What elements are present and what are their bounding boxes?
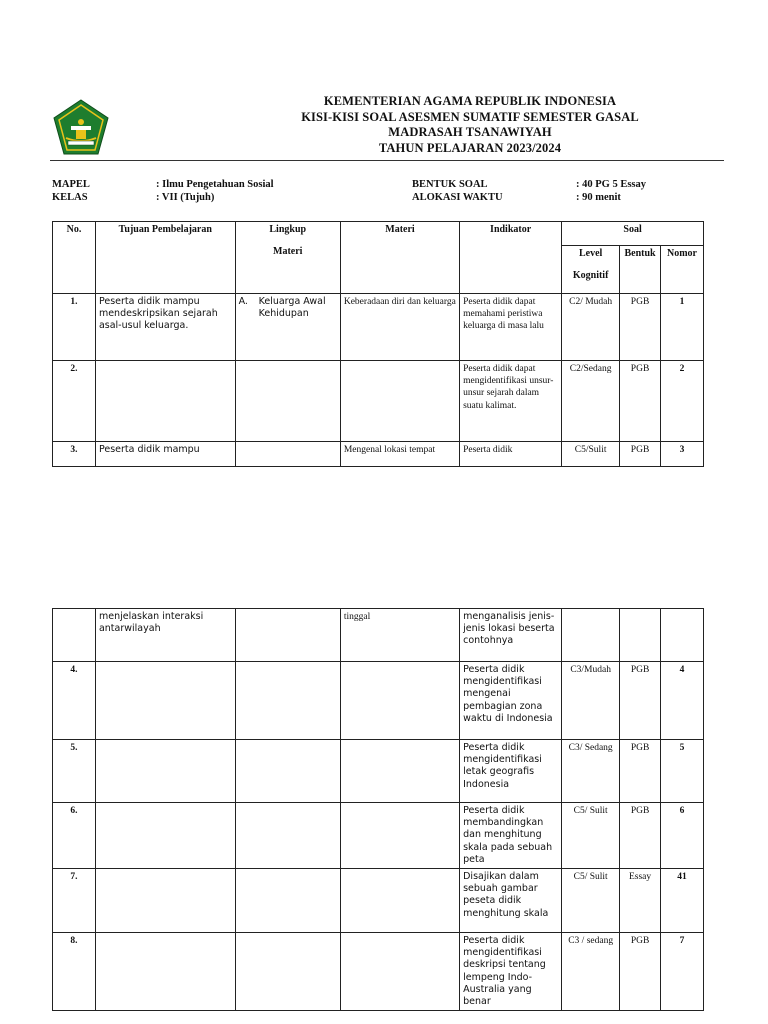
header-divider — [50, 160, 724, 161]
row-materi — [340, 740, 459, 803]
row-bentuk: PGB — [620, 803, 661, 869]
header-year: TAHUN PELAJARAN 2023/2024 — [378, 140, 562, 155]
mapel-value: : Ilmu Pengetahuan Sosial — [156, 179, 274, 190]
row-tujuan — [95, 662, 235, 740]
row-no: 4. — [53, 662, 96, 740]
header-no: No. — [53, 222, 96, 294]
header-indikator: Indikator — [460, 222, 562, 294]
row-no: 3. — [53, 442, 96, 467]
header-ministry: KEMENTERIAN AGAMA REPUBLIK INDONESIA — [323, 94, 617, 108]
row-no: 8. — [53, 933, 96, 1011]
row-indikator: Peserta didik — [460, 442, 562, 467]
row-materi — [340, 361, 459, 442]
row-level: C3/Mudah — [562, 662, 620, 740]
table-row — [53, 442, 704, 467]
row-tujuan — [95, 361, 235, 442]
table-header-row — [53, 222, 704, 246]
table-row — [53, 740, 704, 803]
header-bentuk: Bentuk — [620, 246, 661, 294]
row-bentuk: PGB — [620, 933, 661, 1011]
kisi-kisi-table — [52, 221, 704, 467]
row-bentuk: PGB — [620, 442, 661, 467]
header-school: MADRASAH TSANAWIYAH — [388, 125, 552, 139]
table-row — [53, 803, 704, 869]
meta-left — [52, 178, 274, 204]
row-lingkup — [235, 803, 340, 869]
header-materi: Materi — [340, 222, 459, 294]
table-row — [53, 869, 704, 933]
header-level-line1: Level — [578, 248, 603, 259]
row-indikator: menganalisis jenis-jenis lokasi beserta contohnya — [460, 609, 562, 662]
row-tujuan — [95, 869, 235, 933]
row-indikator: Peserta didik dapat mengidentifikasi unsur-unsur sejarah dalam suatu kalimat. — [460, 361, 562, 442]
bentuk-soal-value: : 40 PG 5 Essay — [576, 179, 647, 190]
row-materi — [340, 933, 459, 1011]
row-no: 2. — [53, 361, 96, 442]
row-tujuan — [95, 933, 235, 1011]
row-nomor — [660, 609, 703, 662]
table-row — [53, 662, 704, 740]
row-materi: Mengenal lokasi tempat — [340, 442, 459, 467]
document-header — [140, 94, 768, 156]
table-row — [53, 294, 704, 361]
row-indikator: Peserta didik mengidentifikasi letak geografis Indonesia — [460, 740, 562, 803]
row-materi — [340, 662, 459, 740]
table-row — [53, 361, 704, 442]
table-row — [53, 933, 704, 1011]
meta-right — [412, 178, 646, 204]
row-lingkup — [235, 662, 340, 740]
row-level: C5/ Sulit — [562, 803, 620, 869]
row-lingkup — [235, 869, 340, 933]
row-indikator: Peserta didik membandingkan dan menghitung skala pada sebuah peta — [460, 803, 562, 869]
row-lingkup — [235, 442, 340, 467]
row-level: C3/ Sedang — [562, 740, 620, 803]
lingkup-text: Keluarga Awal Kehidupan — [258, 296, 326, 320]
header-lingkup — [235, 222, 340, 294]
kisi-kisi-table-continued — [52, 608, 704, 1011]
row-nomor: 3 — [660, 442, 703, 467]
row-lingkup — [235, 609, 340, 662]
row-tujuan: Peserta didik mampu mendeskripsikan sejarah asal-usul keluarga. — [95, 294, 235, 361]
row-bentuk — [620, 609, 661, 662]
row-nomor: 41 — [660, 869, 703, 933]
bentuk-soal-label: BENTUK SOAL — [412, 179, 488, 190]
header-title: KISI-KISI SOAL ASESMEN SUMATIF SEMESTER GASAL — [301, 109, 639, 124]
lingkup-label: A. — [238, 296, 248, 307]
header-lingkup-line1: Lingkup — [269, 224, 307, 235]
mapel-label: MAPEL — [52, 179, 90, 190]
row-level — [562, 609, 620, 662]
row-no: 6. — [53, 803, 96, 869]
header-soal: Soal — [562, 222, 704, 246]
kelas-value: : VII (Tujuh) — [156, 192, 215, 203]
row-no: 7. — [53, 869, 96, 933]
row-tujuan: Peserta didik mampu — [95, 442, 235, 467]
table-row — [53, 609, 704, 662]
row-nomor: 7 — [660, 933, 703, 1011]
row-no: 1. — [53, 294, 96, 361]
kelas-label: KELAS — [52, 192, 88, 203]
row-indikator: Peserta didik mengidentifikasi deskripsi tentang lempeng Indo-Australia yang benar — [460, 933, 562, 1011]
row-bentuk: PGB — [620, 361, 661, 442]
row-lingkup — [235, 740, 340, 803]
row-nomor: 2 — [660, 361, 703, 442]
row-level: C5/ Sulit — [562, 869, 620, 933]
row-indikator: Peserta didik dapat memahami peristiwa keluarga di masa lalu — [460, 294, 562, 361]
row-level: C2/ Mudah — [562, 294, 620, 361]
alokasi-waktu-label: ALOKASI WAKTU — [412, 192, 503, 203]
row-lingkup — [235, 361, 340, 442]
row-bentuk: PGB — [620, 740, 661, 803]
row-indikator: Peserta didik mengidentifikasi mengenai pembagian zona waktu di Indonesia — [460, 662, 562, 740]
row-level: C2/Sedang — [562, 361, 620, 442]
row-nomor: 6 — [660, 803, 703, 869]
header-tujuan: Tujuan Pembelajaran — [95, 222, 235, 294]
row-nomor: 1 — [660, 294, 703, 361]
row-tujuan — [95, 740, 235, 803]
row-nomor: 4 — [660, 662, 703, 740]
row-level: C3 / sedang — [562, 933, 620, 1011]
header-level — [562, 246, 620, 294]
row-no: 5. — [53, 740, 96, 803]
row-lingkup — [235, 294, 340, 361]
row-level: C5/Sulit — [562, 442, 620, 467]
row-tujuan: menjelaskan interaksi antarwilayah — [95, 609, 235, 662]
header-lingkup-line2: Materi — [273, 246, 303, 258]
row-no — [53, 609, 96, 662]
row-tujuan — [95, 803, 235, 869]
row-materi: tinggal — [340, 609, 459, 662]
row-nomor: 5 — [660, 740, 703, 803]
row-bentuk: PGB — [620, 662, 661, 740]
alokasi-waktu-value: : 90 menit — [576, 192, 621, 203]
header-level-line2: Kognitif — [572, 270, 609, 282]
row-materi — [340, 803, 459, 869]
row-materi: Keberadaan diri dan keluarga — [340, 294, 459, 361]
row-materi — [340, 869, 459, 933]
kementerian-agama-logo-icon — [50, 98, 112, 158]
row-indikator: Disajikan dalam sebuah gambar peseta didik menghitung skala — [460, 869, 562, 933]
row-lingkup — [235, 933, 340, 1011]
row-bentuk: Essay — [620, 869, 661, 933]
header-nomor: Nomor — [660, 246, 703, 294]
row-bentuk: PGB — [620, 294, 661, 361]
